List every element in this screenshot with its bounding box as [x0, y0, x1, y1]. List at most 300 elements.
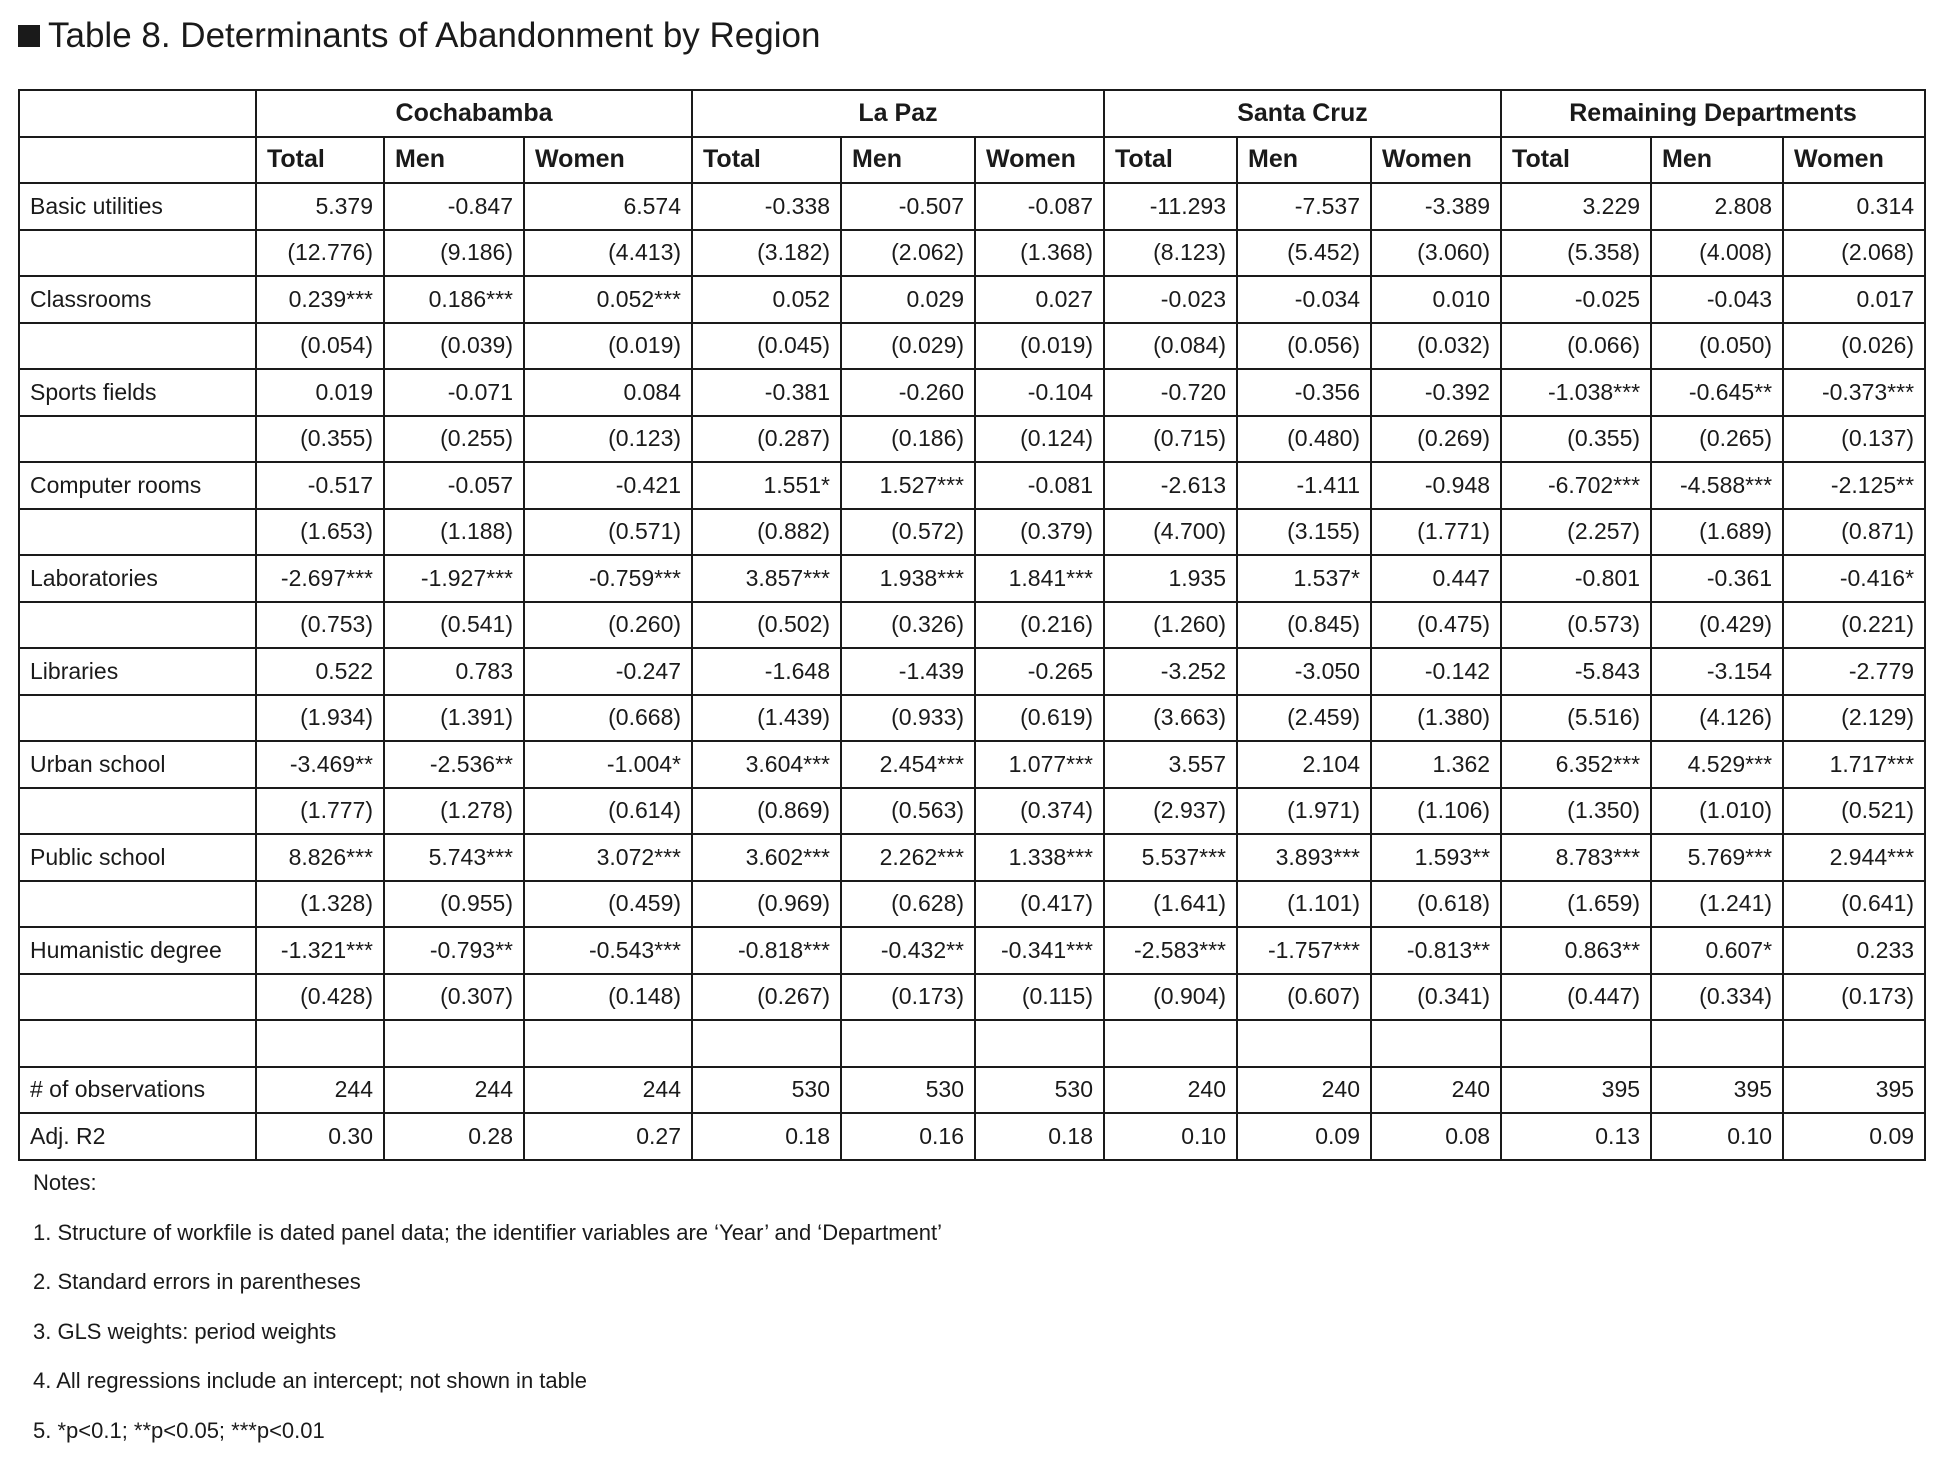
- table-cell: 1.551*: [692, 462, 841, 509]
- table-row: [19, 183, 1925, 230]
- table-cell: -0.373***: [1783, 369, 1925, 416]
- table-cell: 1.077***: [975, 741, 1104, 788]
- table-cell: -0.142: [1371, 648, 1501, 695]
- table-cell: 0.186***: [384, 276, 524, 323]
- table-cell: (1.653): [256, 509, 384, 556]
- table-cell: (0.019): [524, 323, 692, 370]
- table-cell: [1783, 1020, 1925, 1067]
- table-cell: (0.845): [1237, 602, 1371, 649]
- table-cell: 1.717***: [1783, 741, 1925, 788]
- table-cell: (0.050): [1651, 323, 1783, 370]
- table-cell: -0.361: [1651, 555, 1783, 602]
- table-cell: (1.368): [975, 230, 1104, 277]
- table-row: [19, 509, 1925, 556]
- row-label: Libraries: [19, 648, 256, 695]
- table-cell: -7.537: [1237, 183, 1371, 230]
- table-cell: (0.216): [975, 602, 1104, 649]
- table-cell: (1.106): [1371, 788, 1501, 835]
- row-label: Public school: [19, 834, 256, 881]
- table-cell: (2.459): [1237, 695, 1371, 742]
- table-cell: -0.645**: [1651, 369, 1783, 416]
- table-cell: (0.019): [975, 323, 1104, 370]
- table-cell: (1.278): [384, 788, 524, 835]
- table-cell: -2.613: [1104, 462, 1237, 509]
- table-cell: (2.257): [1501, 509, 1651, 556]
- table-cell: -0.759***: [524, 555, 692, 602]
- table-cell: [1237, 1020, 1371, 1067]
- table-cell: 244: [524, 1067, 692, 1114]
- table-cell: (1.689): [1651, 509, 1783, 556]
- table-cell: 5.537***: [1104, 834, 1237, 881]
- table-cell: (0.571): [524, 509, 692, 556]
- table-cell: 1.938***: [841, 555, 975, 602]
- table-cell: (0.115): [975, 974, 1104, 1021]
- table-cell: (0.334): [1651, 974, 1783, 1021]
- table-row: [19, 369, 1925, 416]
- table-cell: 0.522: [256, 648, 384, 695]
- table-cell: (1.188): [384, 509, 524, 556]
- note-item: 4. All regressions include an intercept; not shown in table: [33, 1361, 942, 1411]
- table-cell: -2.697***: [256, 555, 384, 602]
- table-cell: -2.536**: [384, 741, 524, 788]
- table-cell: (0.148): [524, 974, 692, 1021]
- table-cell: (1.934): [256, 695, 384, 742]
- table-row: [19, 974, 1925, 1021]
- table-cell: (1.439): [692, 695, 841, 742]
- corner-cell: [19, 137, 256, 184]
- table-row: [19, 230, 1925, 277]
- column-header: Women: [1783, 137, 1925, 184]
- table-cell: 3.557: [1104, 741, 1237, 788]
- table-cell: 2.454***: [841, 741, 975, 788]
- table-cell: 0.607*: [1651, 927, 1783, 974]
- table-cell: (0.715): [1104, 416, 1237, 463]
- table-cell: [1501, 1020, 1651, 1067]
- table-cell: 5.379: [256, 183, 384, 230]
- table-cell: (0.039): [384, 323, 524, 370]
- column-header: Men: [1651, 137, 1783, 184]
- table-cell: 1.935: [1104, 555, 1237, 602]
- row-label: # of observations: [19, 1067, 256, 1114]
- table-cell: (2.062): [841, 230, 975, 277]
- table-cell: -3.154: [1651, 648, 1783, 695]
- table-cell: -4.588***: [1651, 462, 1783, 509]
- notes-heading: Notes:: [33, 1163, 942, 1213]
- table-cell: (0.614): [524, 788, 692, 835]
- table-cell: (2.068): [1783, 230, 1925, 277]
- table-cell: (1.260): [1104, 602, 1237, 649]
- table-row: [19, 276, 1925, 323]
- table-cell: -2.125**: [1783, 462, 1925, 509]
- table-cell: 0.863**: [1501, 927, 1651, 974]
- table-cell: (0.619): [975, 695, 1104, 742]
- table-cell: 2.262***: [841, 834, 975, 881]
- table-cell: 530: [692, 1067, 841, 1114]
- table-cell: 3.602***: [692, 834, 841, 881]
- table-cell: (0.607): [1237, 974, 1371, 1021]
- table-cell: -1.757***: [1237, 927, 1371, 974]
- table-cell: 3.857***: [692, 555, 841, 602]
- table-cell: (0.618): [1371, 881, 1501, 928]
- table-cell: (3.060): [1371, 230, 1501, 277]
- table-cell: (0.269): [1371, 416, 1501, 463]
- table-cell: (0.307): [384, 974, 524, 1021]
- table-cell: -3.469**: [256, 741, 384, 788]
- table-cell: (0.054): [256, 323, 384, 370]
- table-cell: -0.338: [692, 183, 841, 230]
- table-cell: 2.808: [1651, 183, 1783, 230]
- table-cell: (1.777): [256, 788, 384, 835]
- row-label: [19, 881, 256, 928]
- table-cell: -1.648: [692, 648, 841, 695]
- table-cell: 1.362: [1371, 741, 1501, 788]
- table-cell: (3.155): [1237, 509, 1371, 556]
- column-header: Total: [1104, 137, 1237, 184]
- table-cell: (9.186): [384, 230, 524, 277]
- table-cell: 3.604***: [692, 741, 841, 788]
- note-item: 2. Standard errors in parentheses: [33, 1262, 942, 1312]
- table-cell: (1.350): [1501, 788, 1651, 835]
- table-cell: 244: [384, 1067, 524, 1114]
- table-cell: (0.668): [524, 695, 692, 742]
- table-cell: (0.221): [1783, 602, 1925, 649]
- table-cell: -6.702***: [1501, 462, 1651, 509]
- table-cell: -1.439: [841, 648, 975, 695]
- table-cell: (0.459): [524, 881, 692, 928]
- table-cell: (0.871): [1783, 509, 1925, 556]
- table-cell: -0.421: [524, 462, 692, 509]
- table-cell: 240: [1104, 1067, 1237, 1114]
- column-header: Total: [692, 137, 841, 184]
- table-cell: (0.904): [1104, 974, 1237, 1021]
- table-cell: (1.328): [256, 881, 384, 928]
- table-cell: -2.779: [1783, 648, 1925, 695]
- table-cell: [1104, 1020, 1237, 1067]
- table-cell: -0.071: [384, 369, 524, 416]
- table-cell: 0.314: [1783, 183, 1925, 230]
- square-bullet-icon: [18, 25, 40, 47]
- table-cell: 0.18: [975, 1113, 1104, 1160]
- table-cell: (0.521): [1783, 788, 1925, 835]
- table-cell: -0.025: [1501, 276, 1651, 323]
- table-cell: (0.137): [1783, 416, 1925, 463]
- row-label: [19, 509, 256, 556]
- table-cell: -0.801: [1501, 555, 1651, 602]
- table-cell: (1.380): [1371, 695, 1501, 742]
- table-cell: (0.869): [692, 788, 841, 835]
- table-cell: (2.937): [1104, 788, 1237, 835]
- table-cell: (0.374): [975, 788, 1104, 835]
- table-cell: 1.338***: [975, 834, 1104, 881]
- column-header: Women: [524, 137, 692, 184]
- table-cell: (0.045): [692, 323, 841, 370]
- table-cell: (0.032): [1371, 323, 1501, 370]
- table-cell: -0.392: [1371, 369, 1501, 416]
- table-cell: -5.843: [1501, 648, 1651, 695]
- table-cell: 0.27: [524, 1113, 692, 1160]
- table-cell: (0.502): [692, 602, 841, 649]
- note-item: 5. *p<0.1; **p<0.05; ***p<0.01: [33, 1411, 942, 1460]
- table-cell: 0.16: [841, 1113, 975, 1160]
- region-header-cochabamba: Cochabamba: [256, 90, 692, 137]
- table-cell: 0.027: [975, 276, 1104, 323]
- row-label: [19, 416, 256, 463]
- table-cell: 6.574: [524, 183, 692, 230]
- row-label: [19, 974, 256, 1021]
- table-cell: 5.743***: [384, 834, 524, 881]
- table-cell: (3.182): [692, 230, 841, 277]
- table-cell: -1.038***: [1501, 369, 1651, 416]
- table-cell: 0.28: [384, 1113, 524, 1160]
- table-cell: -3.389: [1371, 183, 1501, 230]
- table-cell: (0.447): [1501, 974, 1651, 1021]
- table-cell: (0.173): [1783, 974, 1925, 1021]
- row-label: Adj. R2: [19, 1113, 256, 1160]
- table-row: [19, 1020, 1925, 1067]
- row-label: Laboratories: [19, 555, 256, 602]
- column-header: Women: [1371, 137, 1501, 184]
- row-label: [19, 788, 256, 835]
- table-cell: 0.447: [1371, 555, 1501, 602]
- table-cell: 2.104: [1237, 741, 1371, 788]
- table-row: [19, 555, 1925, 602]
- table-cell: (0.882): [692, 509, 841, 556]
- table-cell: -0.432**: [841, 927, 975, 974]
- table-cell: (1.771): [1371, 509, 1501, 556]
- table-cell: 3.229: [1501, 183, 1651, 230]
- column-header: Men: [384, 137, 524, 184]
- table-cell: (5.516): [1501, 695, 1651, 742]
- table-cell: -0.381: [692, 369, 841, 416]
- table-cell: (2.129): [1783, 695, 1925, 742]
- table-cell: 0.239***: [256, 276, 384, 323]
- table-row: [19, 1113, 1925, 1160]
- table-cell: -11.293: [1104, 183, 1237, 230]
- table-row: [19, 1067, 1925, 1114]
- table-cell: [384, 1020, 524, 1067]
- subheader-row: [19, 137, 1925, 184]
- table-cell: 0.017: [1783, 276, 1925, 323]
- table-cell: -1.321***: [256, 927, 384, 974]
- table-cell: 8.826***: [256, 834, 384, 881]
- table-cell: (0.084): [1104, 323, 1237, 370]
- table-cell: (0.955): [384, 881, 524, 928]
- table-cell: 530: [975, 1067, 1104, 1114]
- table-cell: -0.948: [1371, 462, 1501, 509]
- region-header-row: [19, 90, 1925, 137]
- table-cell: -3.252: [1104, 648, 1237, 695]
- table-cell: -0.104: [975, 369, 1104, 416]
- table-cell: 530: [841, 1067, 975, 1114]
- table-cell: (1.101): [1237, 881, 1371, 928]
- row-label: [19, 230, 256, 277]
- note-item: 1. Structure of workfile is dated panel data; the identifier variables are ‘Year’ and ‘Department’: [33, 1213, 942, 1263]
- table-row: [19, 927, 1925, 974]
- table-cell: 0.084: [524, 369, 692, 416]
- table-cell: 4.529***: [1651, 741, 1783, 788]
- table-cell: (0.541): [384, 602, 524, 649]
- table-cell: 0.08: [1371, 1113, 1501, 1160]
- table-cell: 5.769***: [1651, 834, 1783, 881]
- row-label: [19, 695, 256, 742]
- table-cell: (0.355): [1501, 416, 1651, 463]
- table-cell: 0.09: [1237, 1113, 1371, 1160]
- table-cell: (0.355): [256, 416, 384, 463]
- table-cell: (0.641): [1783, 881, 1925, 928]
- table-cell: -1.927***: [384, 555, 524, 602]
- table-cell: 0.10: [1651, 1113, 1783, 1160]
- table-row: [19, 323, 1925, 370]
- table-cell: -0.818***: [692, 927, 841, 974]
- table-cell: -0.793**: [384, 927, 524, 974]
- table-cell: (0.969): [692, 881, 841, 928]
- table-cell: (1.659): [1501, 881, 1651, 928]
- table-cell: (0.255): [384, 416, 524, 463]
- table-cell: (0.326): [841, 602, 975, 649]
- table-cell: (0.480): [1237, 416, 1371, 463]
- table-cell: 244: [256, 1067, 384, 1114]
- table-cell: -0.057: [384, 462, 524, 509]
- table-cell: [692, 1020, 841, 1067]
- table-cell: 0.019: [256, 369, 384, 416]
- table-cell: (0.417): [975, 881, 1104, 928]
- table-cell: [524, 1020, 692, 1067]
- table-cell: 3.072***: [524, 834, 692, 881]
- table-cell: (0.628): [841, 881, 975, 928]
- table-cell: (5.358): [1501, 230, 1651, 277]
- column-header: Total: [1501, 137, 1651, 184]
- column-header: Women: [975, 137, 1104, 184]
- table-cell: -0.720: [1104, 369, 1237, 416]
- table-row: [19, 602, 1925, 649]
- table-cell: 0.13: [1501, 1113, 1651, 1160]
- table-cell: (3.663): [1104, 695, 1237, 742]
- table-cell: (0.572): [841, 509, 975, 556]
- table-cell: (4.700): [1104, 509, 1237, 556]
- table-row: [19, 648, 1925, 695]
- table-cell: 0.09: [1783, 1113, 1925, 1160]
- table-cell: (0.429): [1651, 602, 1783, 649]
- table-cell: -0.341***: [975, 927, 1104, 974]
- table-row: [19, 788, 1925, 835]
- table-cell: (0.186): [841, 416, 975, 463]
- table-cell: -0.356: [1237, 369, 1371, 416]
- table-row: [19, 695, 1925, 742]
- table-cell: [256, 1020, 384, 1067]
- table-cell: 0.10: [1104, 1113, 1237, 1160]
- table-cell: 395: [1501, 1067, 1651, 1114]
- table-cell: -0.813**: [1371, 927, 1501, 974]
- row-label: [19, 323, 256, 370]
- table-cell: (0.260): [524, 602, 692, 649]
- table-cell: -0.416*: [1783, 555, 1925, 602]
- table-cell: (0.265): [1651, 416, 1783, 463]
- row-label: [19, 602, 256, 649]
- table-row: [19, 416, 1925, 463]
- row-label: Classrooms: [19, 276, 256, 323]
- table-cell: [1371, 1020, 1501, 1067]
- table-cell: 240: [1371, 1067, 1501, 1114]
- table-cell: 1.593**: [1371, 834, 1501, 881]
- table-cell: (12.776): [256, 230, 384, 277]
- table-cell: -1.004*: [524, 741, 692, 788]
- table-cell: 0.783: [384, 648, 524, 695]
- table-cell: 240: [1237, 1067, 1371, 1114]
- table-row: [19, 462, 1925, 509]
- table-cell: (8.123): [1104, 230, 1237, 277]
- table-cell: 0.233: [1783, 927, 1925, 974]
- table-cell: (1.641): [1104, 881, 1237, 928]
- table-cell: -0.023: [1104, 276, 1237, 323]
- corner-cell: [19, 90, 256, 137]
- table-cell: 2.944***: [1783, 834, 1925, 881]
- table-title: [18, 14, 820, 58]
- row-label: Urban school: [19, 741, 256, 788]
- table-cell: -0.265: [975, 648, 1104, 695]
- table-cell: 1.841***: [975, 555, 1104, 602]
- table-cell: (4.008): [1651, 230, 1783, 277]
- table-cell: 0.010: [1371, 276, 1501, 323]
- table-cell: -2.583***: [1104, 927, 1237, 974]
- table-cell: [975, 1020, 1104, 1067]
- table-cell: (0.287): [692, 416, 841, 463]
- table-cell: 3.893***: [1237, 834, 1371, 881]
- table-cell: (0.475): [1371, 602, 1501, 649]
- table-cell: -0.043: [1651, 276, 1783, 323]
- table-cell: -0.247: [524, 648, 692, 695]
- row-label: Basic utilities: [19, 183, 256, 230]
- table-cell: (4.413): [524, 230, 692, 277]
- table-title-text: Table 8. Determinants of Abandonment by Region: [48, 14, 820, 58]
- table-row: [19, 881, 1925, 928]
- row-label: Computer rooms: [19, 462, 256, 509]
- table-cell: (0.173): [841, 974, 975, 1021]
- table-cell: (0.379): [975, 509, 1104, 556]
- table-cell: -0.517: [256, 462, 384, 509]
- column-header: Men: [1237, 137, 1371, 184]
- row-label: Sports fields: [19, 369, 256, 416]
- table-cell: (0.124): [975, 416, 1104, 463]
- table-cell: (1.241): [1651, 881, 1783, 928]
- table-cell: -0.507: [841, 183, 975, 230]
- table-cell: (0.428): [256, 974, 384, 1021]
- table-cell: 395: [1651, 1067, 1783, 1114]
- table-cell: (1.971): [1237, 788, 1371, 835]
- table-cell: (0.026): [1783, 323, 1925, 370]
- table-cell: 1.537*: [1237, 555, 1371, 602]
- table-body: [19, 183, 1925, 1160]
- table-cell: 8.783***: [1501, 834, 1651, 881]
- table-cell: 0.029: [841, 276, 975, 323]
- table-cell: -0.087: [975, 183, 1104, 230]
- table-cell: -3.050: [1237, 648, 1371, 695]
- table-row: [19, 834, 1925, 881]
- table-cell: -0.847: [384, 183, 524, 230]
- table-cell: 1.527***: [841, 462, 975, 509]
- table-row: [19, 741, 1925, 788]
- table-cell: (5.452): [1237, 230, 1371, 277]
- table-cell: (0.029): [841, 323, 975, 370]
- table-cell: (1.010): [1651, 788, 1783, 835]
- table-cell: -0.543***: [524, 927, 692, 974]
- table-cell: -1.411: [1237, 462, 1371, 509]
- table-cell: -0.260: [841, 369, 975, 416]
- table-cell: 0.18: [692, 1113, 841, 1160]
- row-label: [19, 1020, 256, 1067]
- region-header-santa-cruz: Santa Cruz: [1104, 90, 1501, 137]
- table-cell: (0.753): [256, 602, 384, 649]
- regression-table: [18, 89, 1926, 1161]
